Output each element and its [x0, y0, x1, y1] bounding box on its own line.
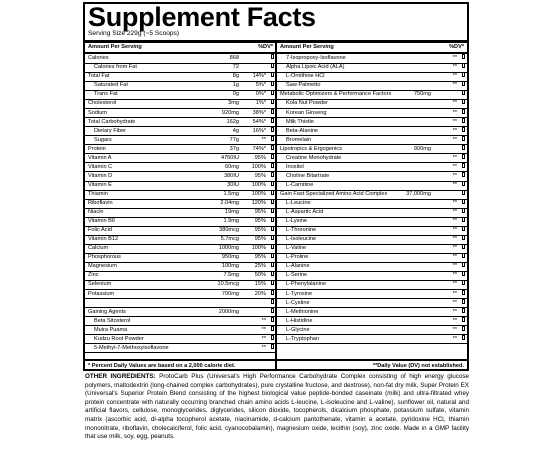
row-marker-box: [271, 81, 275, 86]
nutrient-label: Milk Thistle: [286, 118, 314, 125]
row-marker-box: [271, 262, 275, 267]
nutrient-amount: 1000mg: [218, 245, 239, 252]
row-marker-box: [271, 244, 275, 249]
nutrient-amount: 72: [232, 64, 239, 71]
row-marker-box: [462, 290, 466, 295]
nutrient-amount: 1.5mg: [223, 190, 239, 197]
nutrient-label: Calories from Fat: [94, 64, 137, 71]
nutrient-label: Gaining Agents: [88, 308, 126, 315]
other-ingredients-text: ProtoCarb Plus (Universal's High Performance Carbohydrate Complex consisting of high energy glucose polymers, maltodextrin (long-chained complex carbohydrates), pure crystalline fructose, and dextrose), non-fat dry milk, Super Protein EX (Universal's Superior Protein Blend consisting of the highest biological value peptide-bonded caseinate (milk) and ultra-filtrated whey protein concentrate with naturally occurring branched chain amino acids L-leucine, L-isoleucine and L-valine), sunflower oil, natural and artificial flavors, cellulose, monoglycerides, diglycerides, silicon dioxide, tocopherols, dicalcium phosphate, potassium sulfate, vitamin matrix (ascorbic acid, dl-alpha tocopherol acetate, niacinamide, d-calcium pantothenate, vitamin a acetate, pyridoxine HCl, thiamin mononitrate, riboflavin, cholecalciferol, folic acid, cyanocobalamin), magnesium oxide, lecithin (soy), zinc oxide. Made in a GMP facility that use milk, soy, egg, peanuts.: [85, 373, 469, 441]
footnote-row: [85, 359, 467, 371]
row-marker-box: [462, 262, 466, 267]
nutrient-label: L-Cystine: [286, 299, 310, 306]
nutrient-amount: 4750IU: [220, 154, 239, 161]
other-ingredients: [85, 373, 469, 442]
nutrient-label: Beta-Alanine: [286, 127, 319, 134]
nutrient-row: [85, 344, 276, 354]
nutrient-label: L-Tyrosine: [286, 290, 313, 297]
nutrient-dv: **: [452, 100, 457, 107]
nutrient-dv: **: [452, 163, 457, 170]
nutrient-label: Calcium: [88, 245, 109, 252]
nutrient-label: Total Carbohydrate: [88, 118, 136, 125]
row-marker-box: [462, 253, 466, 258]
nutrient-amount: 868: [229, 55, 239, 62]
nutrient-amount: 100mg: [221, 263, 239, 270]
nutrient-label: L-Phenylalanine: [286, 281, 327, 288]
row-marker-box: [271, 90, 275, 95]
row-marker-box: [462, 190, 466, 195]
nutrient-amount: 3mg: [228, 100, 239, 107]
amount-per-serving-label: Amount Per Serving: [280, 44, 334, 50]
nutrient-label: Total Fat: [88, 73, 110, 80]
nutrient-label: L-Leucine: [286, 200, 311, 206]
right-column: [277, 43, 467, 369]
row-marker-box: [271, 72, 275, 77]
nutrient-label: L-Methionine: [286, 308, 319, 315]
row-marker-box: [462, 72, 466, 77]
nutrient-label: L-Lysine: [286, 218, 307, 225]
nutrient-dv: 5%*: [255, 82, 266, 89]
nutrient-dv: **: [452, 281, 457, 288]
nutrient-label: Protein: [88, 145, 106, 152]
nutrient-dv: **: [261, 136, 266, 143]
row-marker-box: [462, 280, 466, 285]
nutrient-label: Vitamin A: [88, 154, 112, 161]
nutrient-dv: **: [452, 136, 457, 143]
nutrient-label: Alpha Lipoic Acid (ALA): [286, 64, 345, 71]
nutrient-dv: 120%: [251, 200, 266, 206]
nutrient-label: Vitamin C: [88, 163, 113, 170]
row-marker-box: [462, 163, 466, 168]
nutrient-amount: 162g: [226, 118, 239, 125]
row-marker-box: [271, 127, 275, 132]
nutrient-dv: 100%: [251, 163, 266, 170]
row-marker-box: [271, 136, 275, 141]
row-marker-box: [271, 63, 275, 68]
nutrient-amount: 10.5mcg: [217, 281, 239, 288]
nutrient-dv: **: [452, 73, 457, 80]
row-marker-box: [462, 63, 466, 68]
nutrient-dv: 14%*: [252, 73, 266, 80]
nutrient-dv: **: [452, 154, 457, 161]
row-marker-box: [271, 326, 275, 331]
nutrient-label: Trans Fat: [94, 91, 118, 98]
nutrient-amount: 950mg: [221, 254, 239, 261]
nutrient-amount: 900mg: [413, 145, 431, 152]
nutrient-label: 5-Methyl-7-Methoxyisoflavone: [94, 344, 169, 351]
nutrient-dv: **: [452, 181, 457, 188]
row-marker-box: [462, 244, 466, 249]
left-column: [85, 43, 276, 369]
nutrient-dv: 95%: [254, 172, 266, 179]
nutrient-dv: **: [452, 326, 457, 333]
row-marker-box: [271, 344, 275, 349]
nutrient-label: Phosphorous: [88, 254, 121, 261]
row-marker-box: [271, 253, 275, 258]
nutrient-row: [277, 335, 467, 345]
row-marker-box: [462, 109, 466, 114]
serving-size: Serving Size 229g (~5 Scoops): [88, 30, 180, 37]
row-marker-box: [271, 271, 275, 276]
row-marker-box: [271, 335, 275, 340]
nutrient-amount: 8g: [232, 73, 239, 80]
nutrient-dv: **: [452, 236, 457, 243]
nutrient-label: Calories: [88, 55, 109, 62]
row-marker-box: [271, 199, 275, 204]
nutrient-label: L-Tryptophan: [286, 335, 320, 342]
nutrient-dv: 38%*: [252, 109, 266, 116]
nutrient-dv: **: [261, 335, 266, 342]
nutrient-dv: 74%*: [252, 145, 266, 152]
row-marker-box: [271, 181, 275, 186]
row-marker-box: [462, 299, 466, 304]
nutrient-label: Kola Nut Powder: [286, 100, 328, 107]
left-column-header: [85, 43, 276, 54]
nutrient-dv: 1%*: [255, 100, 266, 107]
nutrient-label: Vitamin E: [88, 181, 112, 188]
nutrient-amount: 920mg: [221, 109, 239, 116]
nutrient-label: Potassium: [88, 290, 115, 297]
nutrient-amount: 2000mg: [218, 308, 239, 315]
row-marker-box: [271, 280, 275, 285]
nutrient-label: Vitamin D: [88, 172, 113, 179]
nutrient-amount: 750mg: [413, 91, 431, 98]
nutrient-label: L-Proline: [286, 254, 309, 261]
row-marker-box: [271, 163, 275, 168]
row-marker-box: [462, 81, 466, 86]
nutrient-dv: **: [452, 64, 457, 71]
nutrient-label: Niacin: [88, 209, 104, 216]
row-marker-box: [271, 235, 275, 240]
dv-header: %DV*: [258, 44, 273, 50]
nutrient-dv: **: [261, 344, 266, 351]
nutrient-dv: 100%: [251, 181, 266, 188]
nutrient-dv: 50%: [254, 272, 266, 279]
nutrient-dv: **: [452, 290, 457, 297]
nutrient-label: Cholesterol: [88, 100, 117, 107]
row-marker-box: [462, 90, 466, 95]
nutrient-dv: 95%: [254, 236, 266, 243]
nutrient-label: Thiamin: [88, 190, 108, 197]
nutrient-dv: **: [452, 200, 457, 206]
nutrient-label: Choline Bitartrate: [286, 172, 330, 179]
nutrient-dv: 95%: [254, 218, 266, 225]
panel-title: Supplement Facts: [88, 2, 316, 32]
row-marker-box: [462, 136, 466, 141]
nutrient-amount: 5.7mcg: [220, 236, 239, 243]
nutrient-label: L-Threonine: [286, 227, 317, 234]
nutrient-label: L-Ornithine HCl: [286, 73, 325, 80]
nutrient-label: Creatine Monohydrate: [286, 154, 342, 161]
nutrient-dv: **: [452, 263, 457, 270]
row-marker-box: [462, 99, 466, 104]
nutrient-dv: **: [452, 308, 457, 315]
nutrient-label: Zinc: [88, 272, 99, 279]
nutrient-label: Saw Palmetto: [286, 82, 321, 89]
nutrient-label: L-Glycine: [286, 326, 310, 333]
nutrient-label: Korean Ginseng: [286, 109, 327, 116]
row-marker-box: [271, 154, 275, 159]
row-marker-box: [462, 172, 466, 177]
nutrient-dv: 95%: [254, 209, 266, 216]
row-marker-box: [462, 154, 466, 159]
nutrient-dv: **: [452, 299, 457, 306]
nutrient-amount: 37g: [229, 145, 239, 152]
nutrient-dv: **: [452, 227, 457, 234]
nutrient-amount: 4g: [232, 127, 239, 134]
nutrient-label: L-Serine: [286, 272, 308, 279]
nutrient-label: L-Aspartic Acid: [286, 209, 324, 216]
nutrient-dv: 95%: [254, 254, 266, 261]
nutrient-label: Lipotropics & Ergogenics: [280, 145, 342, 152]
row-marker-box: [462, 208, 466, 213]
amount-per-serving-label: Amount Per Serving: [88, 44, 142, 50]
nutrient-amount: 77g: [229, 136, 239, 143]
nutrient-label: Sugars: [94, 136, 112, 143]
nutrient-dv: **: [452, 335, 457, 342]
nutrient-label: Riboflavin: [88, 200, 113, 206]
nutrient-label: L-Histidine: [286, 317, 313, 324]
nutrient-dv: 0%*: [255, 91, 266, 98]
row-marker-box: [462, 127, 466, 132]
nutrient-amount: 2.04mg: [220, 200, 239, 206]
row-marker-box: [462, 118, 466, 123]
nutrient-label: Magnesium: [88, 263, 117, 270]
nutrient-label: 7-Isopropoxy-Isoflavone: [286, 55, 346, 62]
nutrient-amount: 37,000mg: [406, 190, 431, 197]
nutrient-label: Sodium: [88, 109, 107, 116]
row-marker-box: [271, 317, 275, 322]
row-marker-box: [462, 199, 466, 204]
nutrient-dv: **: [452, 109, 457, 116]
nutrient-dv: **: [261, 317, 266, 324]
nutrient-dv: **: [452, 82, 457, 89]
nutrient-dv: **: [452, 172, 457, 179]
nutrient-dv: **: [452, 272, 457, 279]
nutrient-label: L-Carnitine: [286, 181, 314, 188]
row-marker-box: [271, 172, 275, 177]
row-marker-box: [462, 308, 466, 313]
nutrient-amount: 19mg: [225, 209, 239, 216]
nutrient-label: Kudzu Root Powder: [94, 335, 144, 342]
supplement-facts-panel: [83, 2, 469, 371]
nutrient-dv: 100%: [251, 190, 266, 197]
row-marker-box: [462, 317, 466, 322]
nutrient-label: Vitamin B6: [88, 218, 115, 225]
nutrient-label: Inositol: [286, 163, 304, 170]
nutrient-dv: **: [452, 209, 457, 216]
row-marker-box: [462, 271, 466, 276]
footnote-right: **Daily Value (DV) not established.: [372, 363, 464, 369]
nutrient-label: Bromelain: [286, 136, 312, 143]
nutrient-label: L-Valine: [286, 245, 307, 252]
nutrient-label: L-Alanine: [286, 263, 310, 270]
nutrient-dv: **: [452, 245, 457, 252]
nutrient-dv: 95%: [254, 227, 266, 234]
row-marker-box: [462, 217, 466, 222]
nutrient-amount: 0g: [232, 91, 239, 98]
row-marker-box: [271, 217, 275, 222]
nutrient-label: L-Isoleucine: [286, 236, 317, 243]
nutrient-dv: **: [452, 55, 457, 62]
row-marker-box: [462, 54, 466, 59]
row-marker-box: [271, 54, 275, 59]
right-column-header: [277, 43, 467, 54]
nutrient-dv: 54%*: [252, 118, 266, 125]
nutrient-dv: **: [452, 118, 457, 125]
row-marker-box: [462, 181, 466, 186]
row-marker-box: [271, 118, 275, 123]
nutrient-amount: 380mcg: [219, 227, 239, 234]
nutrient-label: Dietary Fiber: [94, 127, 127, 134]
row-marker-box: [271, 308, 275, 313]
nutrient-dv: 25%: [254, 263, 266, 270]
nutrient-dv: **: [261, 326, 266, 333]
row-marker-box: [462, 335, 466, 340]
nutrient-dv: 15%: [254, 281, 266, 288]
nutrient-amount: 60mg: [225, 163, 239, 170]
nutrient-dv: 20%: [254, 290, 266, 297]
nutrient-amount: 30IU: [227, 181, 239, 188]
nutrient-label: Vitamin B12: [88, 236, 119, 243]
row-marker-box: [271, 290, 275, 295]
row-marker-box: [271, 99, 275, 104]
nutrient-label: Metabolic Optimizers & Performance Factors: [280, 91, 392, 98]
nutrient-dv: **: [452, 254, 457, 261]
nutrient-dv: **: [452, 127, 457, 134]
nutrient-amount: 380IU: [224, 172, 239, 179]
row-marker-box: [271, 190, 275, 195]
footnote-left: * Percent Daily Values are based on a 2,000 calorie diet.: [88, 363, 236, 369]
row-marker-box: [462, 326, 466, 331]
dv-header: %DV*: [449, 44, 464, 50]
nutrient-label: Beta Sitosterol: [94, 317, 131, 324]
row-marker-box: [462, 226, 466, 231]
nutrient-dv: 16%*: [252, 127, 266, 134]
nutrient-amount: 700mg: [221, 290, 239, 297]
nutrient-label: Folic Acid: [88, 227, 112, 234]
other-ingredients-heading: OTHER INGREDIENTS:: [85, 373, 156, 380]
nutrient-amount: 7.5mg: [223, 272, 239, 279]
nutrient-label: Selenium: [88, 281, 112, 288]
nutrient-dv: **: [452, 317, 457, 324]
row-marker-box: [271, 109, 275, 114]
nutrient-label: Saturated Fat: [94, 82, 128, 89]
row-marker-box: [462, 235, 466, 240]
nutrient-dv: 95%: [254, 154, 266, 161]
row-marker-box: [271, 226, 275, 231]
nutrient-amount: 1.9mg: [223, 218, 239, 225]
nutrient-dv: 100%: [251, 245, 266, 252]
row-marker-box: [271, 208, 275, 213]
row-marker-box: [271, 145, 275, 150]
row-marker-box: [271, 299, 275, 304]
nutrient-label: Muira Puama: [94, 326, 128, 333]
nutrient-dv: **: [452, 218, 457, 225]
row-marker-box: [462, 145, 466, 150]
nutrient-amount: 1g: [232, 82, 239, 89]
nutrient-label: Gain Fast Specialized Amino Acid Complex: [280, 190, 388, 197]
